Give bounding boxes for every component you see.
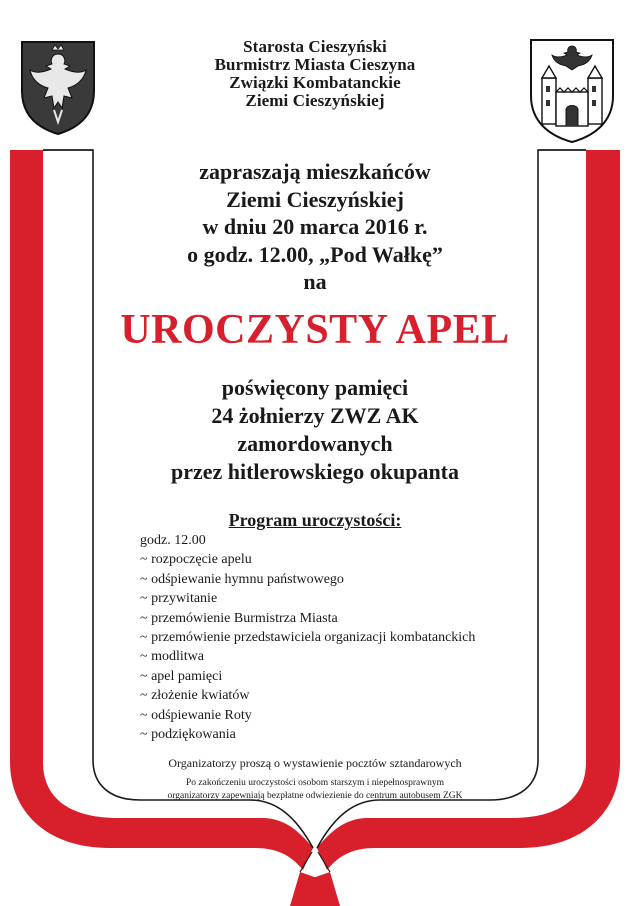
program-item: ~ modlitwa (140, 649, 204, 665)
footnote-line: Po zakończeniu uroczystości osobom starszym i niepełnosprawnym (185, 778, 445, 788)
invitation-line: na (303, 269, 327, 294)
program-item: ~ odśpiewanie hymnu państwowego (140, 571, 344, 587)
organizer-line: Starosta Cieszyński (243, 37, 387, 56)
program-item: ~ podziękowania (140, 727, 236, 743)
organizer-line: Związki Kombatanckie (229, 73, 401, 92)
dedication-line: 24 żołnierzy ZWZ AK (211, 403, 419, 428)
invitation-line: o godz. 12.00, „Pod Wałkę” (187, 241, 443, 267)
program-list (140, 531, 475, 744)
program-item: ~ przywitanie (140, 591, 218, 607)
program-item: ~ rozpoczęcie apelu (140, 552, 252, 568)
organizer-line: Ziemi Cieszyńskiej (245, 91, 385, 110)
program-item: ~ przemówienie przedstawiciela organizacji kombatanckich (140, 630, 476, 646)
organizer-line: Burmistrz Miasta Cieszyna (214, 55, 416, 74)
program-heading: Program uroczystości: (228, 510, 402, 530)
footnote-line: organizatorzy zapewniają bezpłatne odwiezienie do centrum autobusem ZGK (167, 791, 463, 801)
invitation-line: w dniu 20 marca 2016 r. (202, 214, 428, 239)
program-item: ~ złożenie kwiatów (140, 688, 250, 704)
dedication-line: zamordowanych (237, 431, 393, 456)
event-title: UROCZYSTY APEL (120, 307, 510, 353)
organizers-header (150, 38, 480, 110)
dedication-line: poświęcony pamięci (221, 375, 409, 400)
standard-bearers-note: Organizatorzy proszą o wystawienie pocztów sztandarowych (168, 756, 462, 770)
transport-footnote (120, 777, 510, 803)
program-item: ~ odśpiewanie Roty (140, 707, 252, 723)
invitation-line: Ziemi Cieszyńskiej (226, 186, 404, 212)
castle-crest-icon (528, 36, 616, 144)
program-item: ~ przemówienie Burmistrza Miasta (140, 610, 338, 626)
invitation-text (100, 158, 530, 296)
invitation-line: zapraszają mieszkańców (199, 159, 431, 184)
dedication-text (100, 374, 530, 486)
eagle-crest-icon (18, 36, 98, 136)
dedication-line: przez hitlerowskiego okupanta (170, 459, 460, 484)
program-item: ~ apel pamięci (140, 668, 223, 684)
program-item: godz. 12.00 (140, 533, 206, 548)
